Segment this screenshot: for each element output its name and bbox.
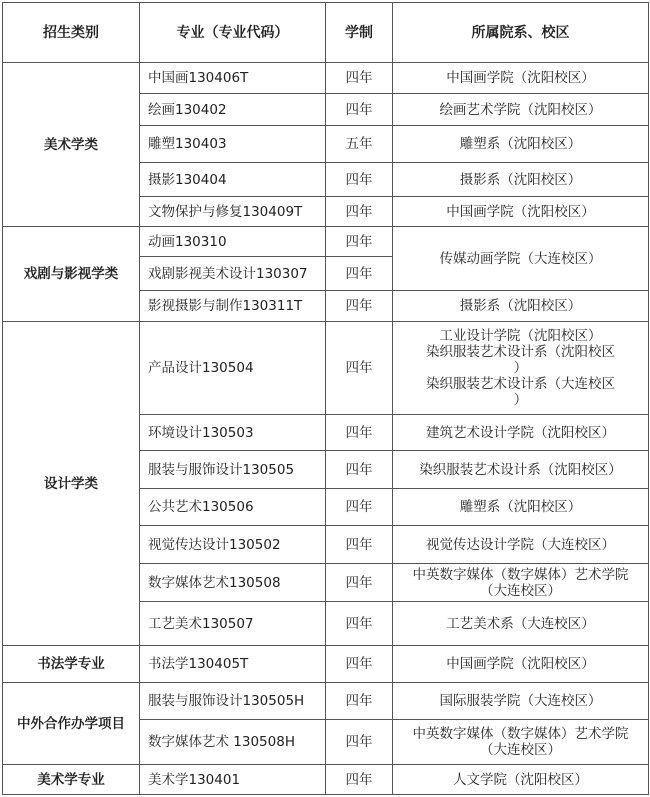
table-row [3, 646, 649, 683]
major-cell: 文物保护与修复130409T [140, 197, 326, 227]
category-cell: 设计学类 [3, 322, 140, 646]
enrollment-table [2, 2, 649, 795]
major-cell: 影视摄影与制作130311T [140, 291, 326, 322]
college-cell [393, 322, 649, 415]
duration-cell: 四年 [326, 765, 393, 795]
college-line: 染织服装艺术设计系（大连校区 [426, 376, 615, 392]
college-cell: 绘画艺术学院（沈阳校区） [393, 94, 649, 126]
header-row [3, 3, 649, 63]
college-line: ） [513, 392, 528, 408]
major-cell: 中国画130406T [140, 63, 326, 94]
table-row [3, 227, 649, 257]
duration-cell: 四年 [326, 227, 393, 257]
major-cell: 雕塑130403 [140, 126, 326, 163]
college-cell: 中国画学院（沈阳校区） [393, 63, 649, 94]
duration-cell: 四年 [326, 646, 393, 683]
header-category: 招生类别 [3, 3, 140, 63]
duration-cell: 四年 [326, 683, 393, 720]
major-cell: 摄影130404 [140, 163, 326, 197]
header-college: 所属院系、校区 [393, 3, 649, 63]
major-cell: 视觉传达设计130502 [140, 526, 326, 564]
college-cell-merged: 传媒动画学院（大连校区） [393, 227, 649, 291]
major-cell: 数字媒体艺术 130508H [140, 720, 326, 765]
college-cell: 工艺美术系（大连校区） [393, 602, 649, 646]
category-cell: 美术学专业 [3, 765, 140, 795]
college-cell: 人文学院（沈阳校区） [393, 765, 649, 795]
duration-cell: 四年 [326, 602, 393, 646]
table-row [3, 683, 649, 720]
header-major: 专业（专业代码） [140, 3, 326, 63]
category-cell: 书法学专业 [3, 646, 140, 683]
college-cell: 雕塑系（沈阳校区） [393, 126, 649, 163]
major-cell: 产品设计130504 [140, 322, 326, 415]
college-cell: 中国画学院（沈阳校区） [393, 197, 649, 227]
college-line: （大连校区） [480, 742, 561, 758]
table-row [3, 63, 649, 94]
major-cell: 美术学130401 [140, 765, 326, 795]
duration-cell: 四年 [326, 94, 393, 126]
college-line: 染织服装艺术设计系（沈阳校区 [426, 344, 615, 360]
college-line: ） [513, 360, 528, 376]
college-cell: 染织服装艺术设计系（沈阳校区） [393, 451, 649, 489]
college-cell [393, 564, 649, 602]
college-line: 中英数字媒体（数字媒体）艺术学院 [412, 726, 629, 742]
header-duration: 学制 [326, 3, 393, 63]
duration-cell: 四年 [326, 489, 393, 526]
college-line: （大连校区） [480, 582, 561, 599]
category-cell: 中外合作办学项目 [3, 683, 140, 765]
duration-cell: 四年 [326, 720, 393, 765]
major-cell: 工艺美术130507 [140, 602, 326, 646]
duration-cell: 四年 [326, 163, 393, 197]
duration-cell: 四年 [326, 451, 393, 489]
major-cell: 书法学130405T [140, 646, 326, 683]
table-row [3, 322, 649, 415]
major-cell: 环境设计130503 [140, 415, 326, 451]
duration-cell: 四年 [326, 197, 393, 227]
duration-cell: 四年 [326, 415, 393, 451]
major-cell: 动画130310 [140, 227, 326, 257]
duration-cell: 四年 [326, 63, 393, 94]
college-line: 中英数字媒体（数字媒体）艺术学院 [412, 566, 629, 583]
duration-cell: 四年 [326, 322, 393, 415]
college-cell: 摄影系（沈阳校区） [393, 163, 649, 197]
major-cell: 数字媒体艺术130508 [140, 564, 326, 602]
college-cell: 雕塑系（沈阳校区） [393, 489, 649, 526]
category-cell: 戏剧与影视学类 [3, 227, 140, 322]
duration-cell: 四年 [326, 257, 393, 291]
table-row [3, 765, 649, 795]
college-cell: 视觉传达设计学院（大连校区） [393, 526, 649, 564]
college-cell [393, 720, 649, 765]
duration-cell: 四年 [326, 526, 393, 564]
college-cell: 摄影系（沈阳校区） [393, 291, 649, 322]
duration-cell: 五年 [326, 126, 393, 163]
college-cell: 中国画学院（沈阳校区） [393, 646, 649, 683]
college-cell: 建筑艺术设计学院（沈阳校区） [393, 415, 649, 451]
major-cell: 公共艺术130506 [140, 489, 326, 526]
major-cell: 服装与服饰设计130505H [140, 683, 326, 720]
duration-cell: 四年 [326, 291, 393, 322]
major-cell: 戏剧影视美术设计130307 [140, 257, 326, 291]
college-line: 工业设计学院（沈阳校区） [439, 328, 602, 344]
major-cell: 绘画130402 [140, 94, 326, 126]
category-cell: 美术学类 [3, 63, 140, 227]
duration-cell: 四年 [326, 564, 393, 602]
major-cell: 服装与服饰设计130505 [140, 451, 326, 489]
college-cell: 国际服装学院（大连校区） [393, 683, 649, 720]
